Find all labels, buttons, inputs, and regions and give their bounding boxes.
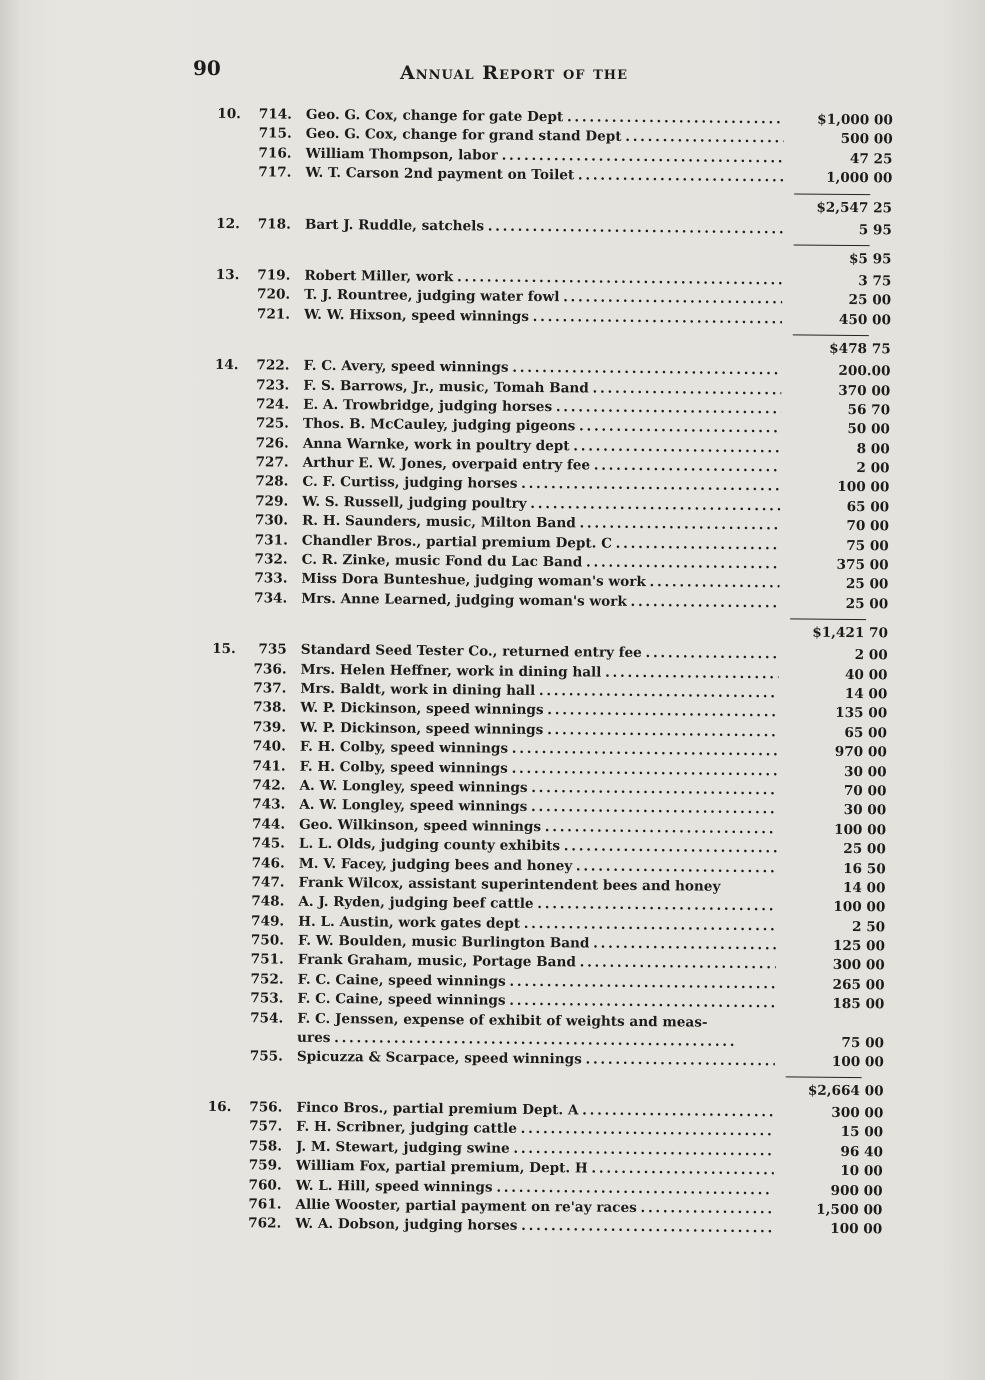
voucher-number: 757. — [249, 1118, 283, 1135]
voucher-number: 747. — [251, 874, 285, 891]
entry-description: R. H. Saunders, music, Milton Band . . . — [302, 512, 780, 536]
day-group — [0, 264, 983, 364]
day-group — [0, 638, 980, 1105]
entry-description: A. W. Longley, speed winnings . . . — [299, 777, 777, 801]
page-number: 90 — [193, 56, 221, 80]
entry-amount: 8 00 — [856, 440, 890, 458]
day-number: 13. — [215, 266, 240, 284]
voucher-number: 761. — [248, 1196, 282, 1213]
entry-description: C. R. Zinke, music Fond du Lac Band . . . — [302, 551, 780, 575]
day-number: 10. — [217, 105, 242, 123]
voucher-number: 716. — [258, 145, 292, 162]
entry-amount: $1,000 00 — [817, 111, 893, 129]
entry-description: Robert Miller, work . . . — [304, 267, 782, 291]
voucher-number: 750. — [250, 932, 285, 949]
entry-amount: 14 00 — [842, 879, 886, 897]
entry-description: C. F. Curtiss, judging horses . . . — [302, 473, 780, 497]
entry-amount: 125 00 — [832, 937, 886, 955]
voucher-number: 751. — [250, 951, 284, 969]
day-group — [0, 212, 984, 273]
voucher-number: 723. — [256, 376, 290, 394]
voucher-number: 753. — [250, 990, 284, 1007]
entry-amount: 30 00 — [843, 802, 887, 819]
day-number: 16. — [207, 1098, 232, 1116]
voucher-number: 722. — [256, 357, 290, 374]
entry-description: Finco Bros., partial premium Dept. A . . . — [296, 1099, 774, 1123]
entry-description: Mrs. Anne Learned, judging woman's work . . . — [301, 590, 779, 614]
entry-description: W. P. Dickinson, speed winnings . . . — [300, 699, 778, 723]
entry-amount: 265 00 — [832, 976, 885, 994]
entry-description: William Fox, partial premium, Dept. H . . . — [296, 1157, 774, 1181]
day-group — [0, 1096, 975, 1241]
voucher-number: 762. — [248, 1215, 282, 1232]
voucher-number: 740. — [252, 738, 286, 755]
voucher-number: 746. — [251, 854, 285, 872]
entry-amount: 100 00 — [837, 479, 890, 496]
day-number: 14. — [214, 357, 239, 374]
voucher-number: 714. — [258, 106, 293, 123]
entry-amount: 15 00 — [840, 1124, 884, 1141]
entry-description: Chandler Bros., partial premium Dept. C . . . — [302, 531, 780, 555]
entry-amount: 2 00 — [856, 460, 890, 477]
entry-amount: 1,500 00 — [816, 1201, 883, 1219]
entry-amount: 65 00 — [846, 498, 890, 516]
entry-description: W. P. Dickinson, speed winnings . . . — [300, 718, 778, 742]
voucher-number: 748. — [251, 893, 285, 910]
entry-description-line: F. C. Jenssen, expense of exhibit of weights and meas- — [297, 1010, 708, 1031]
voucher-number: 719. — [257, 267, 291, 284]
entry-description: E. A. Trowbridge, judging horses . . . — [303, 396, 781, 420]
voucher-number: 735 — [258, 641, 287, 658]
entry-amount: 900 00 — [830, 1182, 883, 1199]
entry-amount: 30 00 — [843, 763, 887, 780]
voucher-number: 752. — [250, 971, 284, 988]
entry-description: Anna Warnke, work in poultry dept . . . — [303, 434, 781, 458]
voucher-number: 734. — [254, 590, 288, 607]
entry-amount: 100 00 — [833, 899, 886, 916]
entry-amount: 500 00 — [840, 131, 893, 148]
entry-description: W. T. Carson 2nd payment on Toilet . . . — [305, 164, 783, 188]
subtotal-amount: $1,421 70 — [812, 624, 889, 642]
entry-description: Arthur E. W. Jones, overpaid entry fee . . . — [302, 454, 780, 478]
entry-description: William Thompson, labor . . . — [305, 145, 783, 169]
subtotal-amount: $2,664 00 — [807, 1082, 884, 1100]
voucher-number: 725. — [255, 415, 290, 432]
voucher-number: 749. — [250, 912, 285, 930]
entry-amount: 25 00 — [843, 841, 886, 858]
voucher-number: 739. — [252, 719, 287, 736]
entry-description: F. W. Boulden, music Burlington Band . . . — [298, 932, 776, 956]
entry-description: T. J. Rountree, judging water fowl . . . — [304, 286, 782, 310]
entry-description: Standard Seed Tester Co., returned entry fee . . . — [301, 641, 779, 665]
voucher-number: 742. — [252, 777, 286, 794]
day-group — [0, 103, 985, 222]
day-group — [0, 354, 983, 648]
entry-description: Geo. G. Cox, change for gate Dept . . . — [306, 106, 784, 130]
entry-description: F. H. Colby, speed winnings . . . — [300, 757, 778, 781]
voucher-number: 731. — [254, 531, 288, 549]
entry-description: Frank Wilcox, assistant superintendent bees and honey — [298, 874, 721, 895]
voucher-number: 726. — [255, 434, 289, 452]
entry-amount: 10 00 — [840, 1163, 883, 1180]
subtotal-amount: $2,547 25 — [816, 199, 893, 216]
entry-description: M. V. Facey, judging bees and honey . . . — [299, 854, 777, 878]
voucher-number: 715. — [258, 125, 292, 143]
entry-description: F. H. Scribner, judging cattle . . . — [296, 1118, 774, 1142]
voucher-number: 745. — [251, 835, 286, 852]
entry-description: Thos. B. McCauley, judging pigeons . . . — [303, 415, 781, 439]
voucher-number: 741. — [252, 757, 286, 775]
voucher-number: 738. — [253, 699, 287, 716]
entry-amount: 50 00 — [847, 421, 891, 438]
entry-amount: 100 00 — [833, 821, 887, 839]
voucher-number: 744. — [251, 815, 286, 833]
entry-description: F. C. Caine, speed winnings . . . — [297, 990, 775, 1014]
entry-amount: 185 00 — [832, 996, 885, 1013]
voucher-number: 758. — [248, 1138, 283, 1155]
entry-description: Miss Dora Bunteshue, judging woman's work . . . — [301, 570, 779, 594]
entry-amount: 3 75 — [858, 273, 892, 290]
entry-amount: 16 50 — [843, 860, 886, 877]
entry-amount: 14 00 — [844, 685, 888, 703]
entry-description: A. J. Ryden, judging beef cattle . . . — [298, 893, 776, 917]
voucher-number: 730. — [254, 512, 289, 529]
entry-description: F. C. Avery, speed winnings . . . — [303, 357, 781, 381]
voucher-number: 736. — [253, 660, 287, 678]
entry-amount: 5 95 — [858, 221, 892, 238]
voucher-number: 724. — [255, 396, 290, 413]
entry-amount: 65 00 — [844, 724, 888, 742]
entry-description: Geo. G. Cox, change for grand stand Dept . . . — [306, 125, 784, 149]
entry-description: Geo. Wilkinson, speed winnings . . . — [299, 815, 777, 839]
entry-amount: 135 00 — [835, 705, 888, 722]
entry-amount: 300 00 — [832, 957, 885, 974]
entry-amount: 96 40 — [840, 1143, 884, 1161]
entry-description: Allie Wooster, partial payment on re'ay races . . . — [295, 1196, 773, 1220]
entry-amount: 200.00 — [838, 363, 891, 380]
entry-description: W. W. Hixson, speed winnings . . . — [304, 305, 782, 329]
entry-description-continuation: ures . . . — [297, 1028, 775, 1052]
entry-amount: 40 00 — [844, 666, 888, 683]
ledger — [0, 103, 985, 1241]
entry-description: Frank Graham, music, Portage Band . . . — [298, 951, 776, 975]
entry-amount: 25 00 — [845, 576, 889, 593]
entry-amount: 450 00 — [838, 311, 892, 329]
subtotal-amount: $5 95 — [848, 250, 892, 268]
entry-description: W. L. Hill, speed winnings . . . — [296, 1176, 774, 1200]
voucher-number: 755. — [249, 1047, 283, 1065]
entry-description: F. C. Caine, speed winnings . . . — [298, 971, 776, 995]
entry-description: A. W. Longley, speed winnings . . . — [299, 796, 777, 820]
day-number: 15. — [212, 641, 236, 658]
voucher-number: 720. — [257, 286, 291, 303]
voucher-number: 721. — [256, 306, 291, 323]
entry-description: Bart J. Ruddle, satchels . . . — [305, 215, 783, 239]
running-head: Annual Report of the — [400, 62, 628, 84]
subtotal-amount: $478 75 — [829, 340, 891, 358]
entry-description: Spicuzza & Scarpace, speed winnings . . . — [297, 1047, 775, 1071]
entry-amount: 375 00 — [836, 556, 889, 574]
entry-amount: 47 25 — [849, 150, 893, 168]
entry-amount: 100 00 — [831, 1053, 884, 1070]
voucher-number: 759. — [248, 1157, 282, 1174]
entry-amount: 970 00 — [834, 744, 887, 761]
entry-amount: 2 50 — [851, 918, 886, 936]
voucher-number: 754. — [250, 1009, 284, 1027]
entry-amount: 75 00 — [846, 537, 889, 555]
voucher-number: 727. — [255, 454, 289, 471]
voucher-number: 718. — [257, 215, 291, 233]
entry-description: Mrs. Baldt, work in dining hall . . . — [300, 680, 778, 704]
voucher-number: 760. — [248, 1176, 282, 1194]
entry-amount: 75 00 — [841, 1034, 885, 1051]
voucher-number: 728. — [255, 473, 289, 491]
entry-description: F. S. Barrows, Jr., music, Tomah Band . . . — [303, 376, 781, 400]
entry-description: W. A. Dobson, judging horses . . . — [295, 1215, 773, 1239]
entry-amount: 2 00 — [854, 647, 888, 664]
entry-description: J. M. Stewart, judging swine . . . — [296, 1138, 774, 1162]
voucher-number: 737. — [253, 680, 287, 697]
voucher-number: 756. — [249, 1099, 283, 1116]
day-number: 12. — [216, 215, 240, 232]
voucher-number: 743. — [252, 796, 286, 813]
entry-amount: 70 00 — [846, 518, 890, 535]
voucher-number: 733. — [254, 570, 288, 588]
entry-amount: 25 00 — [848, 292, 892, 309]
voucher-number: 732. — [254, 551, 288, 568]
entry-amount: 100 00 — [830, 1221, 883, 1238]
entry-description: F. H. Colby, speed winnings . . . — [300, 738, 778, 762]
entry-amount: 25 00 — [845, 595, 889, 613]
entry-description: Mrs. Helen Heffner, work in dining hall . . . — [301, 660, 779, 684]
voucher-number: 717. — [258, 164, 292, 181]
entry-description: H. L. Austin, work gates dept . . . — [298, 912, 776, 936]
entry-amount: 1,000 00 — [826, 169, 893, 187]
entry-description: L. L. Olds, judging county exhibits . . . — [299, 835, 777, 859]
entry-amount: 300 00 — [831, 1104, 884, 1122]
entry-amount: 56 70 — [847, 401, 891, 419]
entry-description: W. S. Russell, judging poultry . . . — [302, 493, 780, 517]
entry-amount: 70 00 — [843, 782, 887, 800]
voucher-number: 729. — [255, 493, 289, 510]
entry-amount: 370 00 — [838, 382, 891, 399]
